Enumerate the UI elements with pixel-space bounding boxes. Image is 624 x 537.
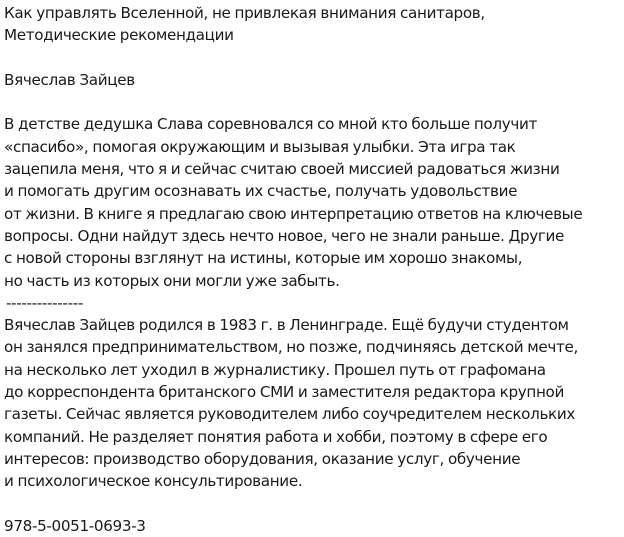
bio-line: интересов: производство оборудования, оказание услуг, обучение xyxy=(4,449,521,468)
annotation-line: вопросы. Одни найдут здесь нечто новое, чего не знали раньше. Другие xyxy=(4,226,565,245)
bio-line: он занялся предпринимательством, но позже, подчиняясь детской мечте, xyxy=(4,338,578,357)
isbn-number: 978-5-0051-0693-3 xyxy=(4,516,146,535)
bio-line: до корреспондента британского СМИ и заместителя редактора крупной xyxy=(4,383,565,402)
bio-line: газеты. Сейчас является руководителем либо соучредителем нескольких xyxy=(4,405,576,424)
title-line: Как управлять Вселенной, не привлекая внимания санитаров, xyxy=(4,4,485,22)
separator-line: --------------- xyxy=(6,293,83,312)
spacer xyxy=(4,47,622,69)
annotation-line: с новой стороны взглянут на истины, которые им хорошо знакомы, xyxy=(4,249,523,268)
bio-line: компаний. Не разделяет понятия работа и хобби, поэтому в сфере его xyxy=(4,427,548,446)
bio-line: Вячеслав Зайцев родился в 1983 г. в Ленинграде. Ещё будучи студентом xyxy=(4,316,569,335)
spacer xyxy=(4,91,622,113)
author-bio-paragraph xyxy=(4,314,622,492)
annotation-line: от жизни. В книге я предлагаю свою интерпретацию ответов на ключевые xyxy=(4,204,583,223)
title-line: Методические рекомендации xyxy=(4,26,234,45)
bio-line: и психологическое консультирование. xyxy=(4,472,303,491)
annotation-line: но часть из которых они могли уже забыть. xyxy=(4,271,340,290)
spacer xyxy=(4,493,622,515)
bio-line: на несколько лет уходил в журналистику. Прошел путь от графомана xyxy=(4,360,546,379)
book-title xyxy=(4,2,622,47)
annotation-line: и помогать другим осознавать их счастье, получать удовольствие xyxy=(4,182,518,201)
annotation-line: «спасибо», помогая окружающим и вызывая улыбки. Эта игра так xyxy=(4,137,516,156)
author-name: Вячеслав Зайцев xyxy=(4,70,135,89)
annotation-line: зацепила меня, что я и сейчас считаю своей миссией радоваться жизни xyxy=(4,160,560,179)
document-body xyxy=(4,2,622,537)
annotation-paragraph xyxy=(4,113,622,291)
annotation-line: В детстве дедушка Слава соревновался со мной кто больше получит xyxy=(4,115,538,134)
